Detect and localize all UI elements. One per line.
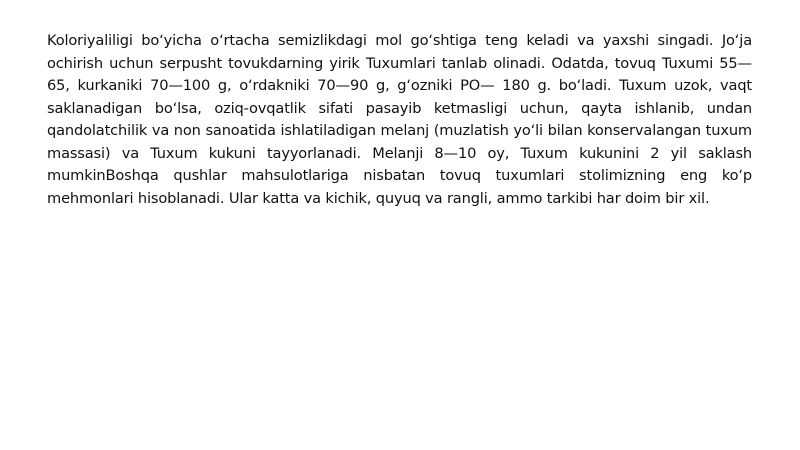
body-paragraph: Koloriyaliligi bo‘yicha o‘rtacha semizlikdagi mol go‘shtiga teng keladi va yaxshi singadi. Jo‘ja ochirish uchun serpusht tovukdarning yirik Tuxumlari tanlab olinadi. Odatda, tovuq Tuxumi 55—65, kurkaniki 70—100 g, o‘rdakniki 70—90 g, g‘ozniki PO— 180 g. bo‘ladi. Tuxum uzok, vaqt saklanadigan bo‘lsa, oziq-ovqatlik sifati pasayib ketmasligi uchun, qayta ishlanib, undan qandolatchilik va non sanoatida ishlatiladigan melanj (muzlatish yo‘li bilan konservalangan tuxum massasi) va Tuxum kukuni tayyorlanadi. Melanji 8—10 oy, Tuxum kukunini 2 yil saklash mumkinBoshqa qushlar mahsulotlariga nisbatan tovuq tuxumlari stolimizning eng ko‘p mehmonlari hisoblanadi. Ular katta va kichik, quyuq va rangli, ammo tarkibi har doim bir xil. bbox=[47, 32, 752, 207]
